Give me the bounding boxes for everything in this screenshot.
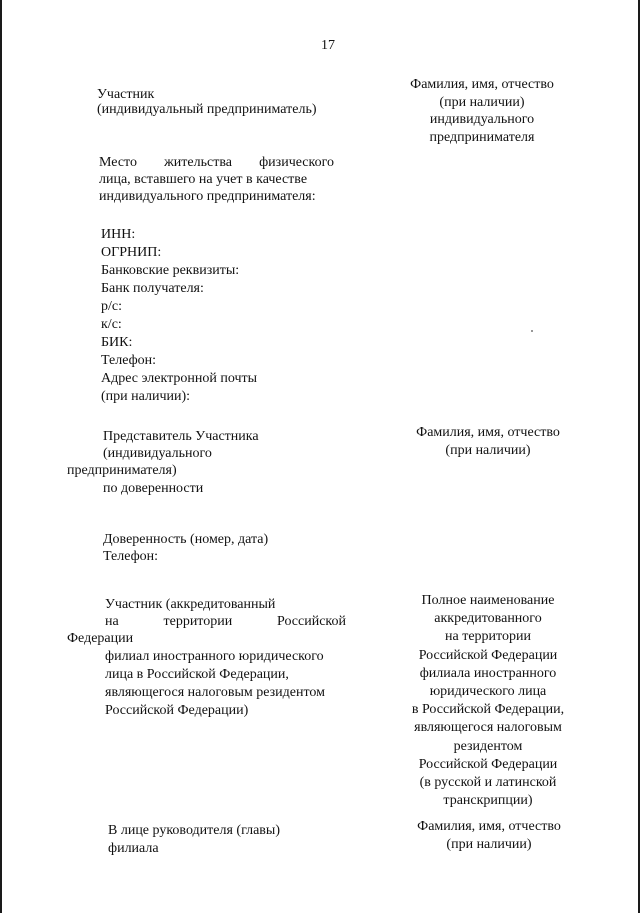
ip-name-line: (при наличии) bbox=[439, 94, 525, 110]
justified-word: физического bbox=[259, 155, 334, 170]
branch-name-line: (в русской и латинской bbox=[419, 775, 557, 791]
participant-type: (индивидуальный предприниматель) bbox=[97, 102, 317, 117]
scan-edge-left bbox=[0, 0, 2, 913]
branch-name-line: Российской Федерации bbox=[418, 647, 558, 663]
branch-participant-label: Участник (аккредитованный bbox=[105, 597, 276, 612]
email-label: Адрес электронной почты bbox=[101, 371, 258, 386]
branch-line-5: лица в Российской Федерации, bbox=[105, 667, 289, 682]
justified-word: Место bbox=[99, 155, 137, 170]
branch-name-field bbox=[388, 592, 588, 810]
branch-name-line: являющегося налоговым bbox=[414, 720, 562, 736]
bank-label: Банк получателя: bbox=[101, 281, 204, 296]
branch-line-4: филиал иностранного юридического bbox=[105, 649, 324, 664]
branch-line-3: Федерации bbox=[67, 631, 134, 646]
ip-name-field bbox=[382, 76, 582, 146]
head-name-line: Фамилия, имя, отчество bbox=[417, 819, 561, 834]
rep-name-line: (при наличии) bbox=[445, 442, 531, 458]
poa-label: Доверенность (номер, дата) bbox=[103, 532, 269, 547]
branch-name-line: Полное наименование bbox=[421, 593, 555, 608]
branch-name-line: Российской Федерации bbox=[418, 756, 558, 772]
branch-name-line: в Российской Федерации, bbox=[411, 702, 565, 718]
participant-label: Участник bbox=[97, 87, 155, 102]
corr-account-label: к/с: bbox=[101, 317, 122, 332]
bik-label: БИК: bbox=[101, 335, 133, 350]
page-number: 17 bbox=[321, 38, 335, 53]
justified-word: территории bbox=[163, 614, 233, 629]
branch-name-line: юридического лица bbox=[429, 684, 547, 700]
head-label-sub: филиала bbox=[108, 841, 159, 856]
scan-speck bbox=[531, 330, 533, 332]
requisites-list bbox=[101, 226, 257, 406]
representative-label: Представитель Участника bbox=[103, 429, 259, 444]
head-name-line: (при наличии) bbox=[446, 836, 532, 852]
bank-requisites-label: Банковские реквизиты: bbox=[101, 263, 240, 278]
branch-name-line: на территории bbox=[445, 629, 531, 645]
residence-line-1 bbox=[99, 154, 334, 172]
ogrnip-label: ОГРНИП: bbox=[101, 245, 162, 260]
phone-label: Телефон: bbox=[101, 353, 157, 368]
ip-name-line: Фамилия, имя, отчество bbox=[410, 77, 554, 92]
representative-sub: предпринимателя) bbox=[67, 463, 177, 478]
branch-name-line: филиала иностранного bbox=[419, 665, 557, 681]
head-name-field bbox=[389, 818, 589, 853]
inn-label: ИНН: bbox=[101, 227, 136, 242]
branch-line-6: являющегося налоговым резидентом bbox=[105, 685, 325, 700]
rep-name-line: Фамилия, имя, отчество bbox=[416, 425, 560, 440]
residence-line-2: лица, вставшего на учет в качестве bbox=[99, 172, 308, 187]
branch-line-7: Российской Федерации) bbox=[105, 703, 249, 718]
branch-name-line: транскрипции) bbox=[443, 793, 533, 809]
branch-name-line: аккредитованного bbox=[434, 611, 542, 627]
branch-line-2 bbox=[105, 613, 346, 631]
head-label: В лице руководителя (главы) bbox=[108, 823, 280, 838]
representative-sub: (индивидуального bbox=[103, 446, 212, 461]
branch-name-line: резидентом bbox=[453, 738, 523, 754]
representative-basis: по доверенности bbox=[103, 481, 204, 496]
justified-word: на bbox=[105, 614, 119, 629]
residence-line-3: индивидуального предпринимателя: bbox=[99, 189, 316, 204]
account-label: р/с: bbox=[101, 299, 122, 314]
justified-word: жительства bbox=[164, 155, 232, 170]
rep-name-field bbox=[388, 424, 588, 459]
ip-name-line: индивидуального bbox=[429, 112, 535, 127]
ip-name-line: предпринимателя bbox=[429, 129, 535, 145]
email-note: (при наличии): bbox=[101, 389, 191, 404]
poa-phone-label: Телефон: bbox=[103, 549, 159, 564]
justified-word: Российской bbox=[277, 614, 346, 629]
